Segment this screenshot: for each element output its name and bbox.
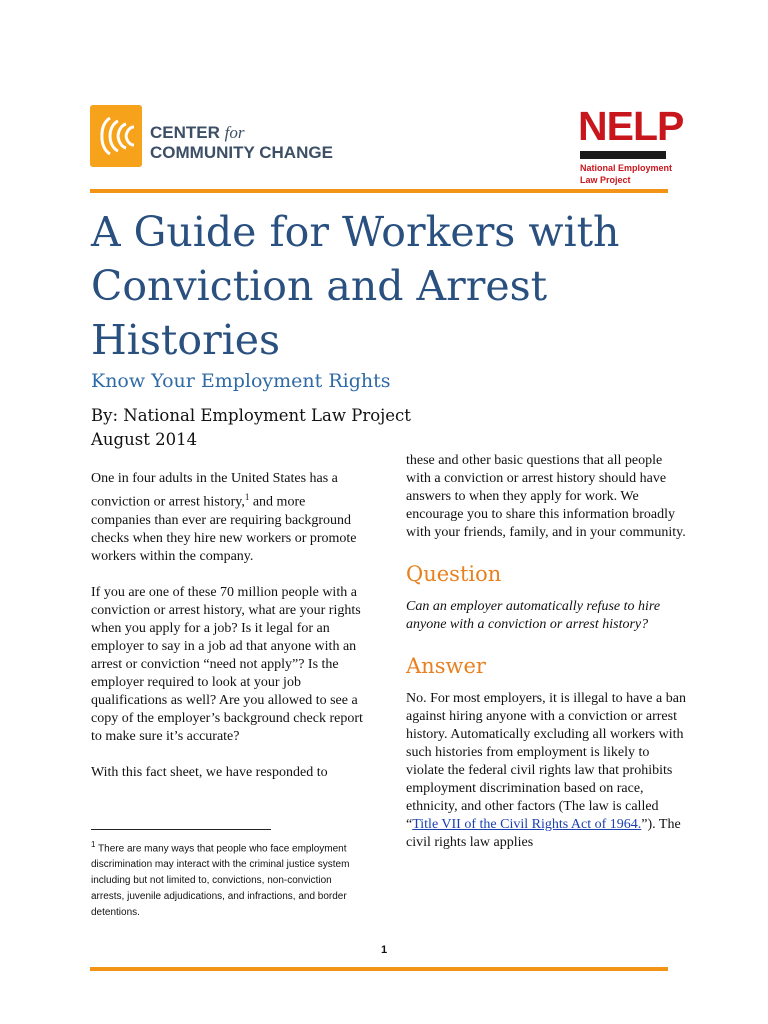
ccc-logo-line2: COMMUNITY CHANGE bbox=[150, 143, 333, 162]
header-divider bbox=[90, 189, 668, 193]
intro-text-before: One in four adults in the United States has a conviction or arrest history, bbox=[91, 471, 338, 510]
nelp-logo-bar bbox=[580, 151, 666, 159]
page-number: 1 bbox=[380, 944, 388, 956]
center-for-community-change-logo bbox=[90, 103, 390, 169]
nelp-logo bbox=[578, 103, 684, 194]
nelp-logo-sub-line1: National Employment bbox=[580, 163, 673, 173]
ccc-logo-text bbox=[150, 123, 333, 163]
intro-paragraph bbox=[91, 470, 366, 566]
footnote-text: There are many ways that people who face employment discrimination may interact with the criminal justice system including but not limited to, convictions, non-conviction arrests, juvenile adjudications, and infractions, and border detentions. bbox=[91, 843, 350, 919]
answer-text-after: ”). The civil rights law applies bbox=[406, 817, 681, 850]
left-column bbox=[91, 470, 366, 800]
byline-date: August 2014 bbox=[91, 430, 198, 449]
title-vii-link[interactable]: Title VII of the Civil Rights Act of 1964. bbox=[412, 817, 642, 832]
footer-divider bbox=[90, 967, 668, 971]
footnote-reference[interactable]: 1 bbox=[244, 492, 250, 502]
nelp-logo-word: NELP bbox=[578, 103, 684, 149]
rights-questions-paragraph: If you are one of these 70 million people with a conviction or arrest history, what are your rights when you apply for a job? Is it legal for an employer to say in a job ad that anyone with an arrest or conviction “need not apply”? Is the employer required to look at your job qualifications as well? Are you allowed to see a copy of the employer’s background check report to make sure it’s accurate? bbox=[91, 584, 363, 744]
footnote-marker: 1 bbox=[91, 840, 96, 849]
nelp-logo-sub-line2: Law Project bbox=[580, 175, 631, 185]
document-title: A Guide for Workers with Conviction and Arrest Histories bbox=[91, 208, 620, 364]
nelp-logo-subtitle bbox=[580, 162, 672, 186]
byline bbox=[91, 404, 411, 452]
footnote bbox=[91, 837, 363, 921]
answer-heading: Answer bbox=[406, 654, 486, 678]
intro-text-after: and more companies than ever are requiring background checks when they hire new workers or promote workers within the company. bbox=[91, 494, 357, 564]
footnote-divider bbox=[91, 829, 271, 830]
byline-author: By: National Employment Law Project bbox=[91, 406, 411, 425]
answer-paragraph bbox=[406, 690, 686, 852]
document-subtitle: Know Your Employment Rights bbox=[91, 370, 391, 392]
question-text: Can an employer automatically refuse to hire anyone with a conviction or arrest history? bbox=[406, 599, 661, 632]
answer-text-before: No. For most employers, it is illegal to have a ban against hiring anyone with a conviction or arrest history. Automatically excluding all workers with such histories from employment is likely to violate the federal civil rights law that prohibits employment discrimination based on race, ethnicity, and other factors (The law is called “ bbox=[406, 691, 686, 832]
ccc-logo-line1: CENTER bbox=[150, 123, 220, 142]
ccc-logo-icon bbox=[90, 105, 142, 167]
fact-sheet-paragraph: With this fact sheet, we have responded to bbox=[91, 764, 328, 780]
ccc-logo-for: for bbox=[224, 123, 245, 142]
question-heading: Question bbox=[406, 562, 502, 586]
right-column bbox=[406, 452, 686, 870]
continuation-paragraph: these and other basic questions that all people with a conviction or arrest history should have answers to when they apply for work. We encourage you to share this information broadly with your friends, family, and in your community. bbox=[406, 453, 686, 540]
